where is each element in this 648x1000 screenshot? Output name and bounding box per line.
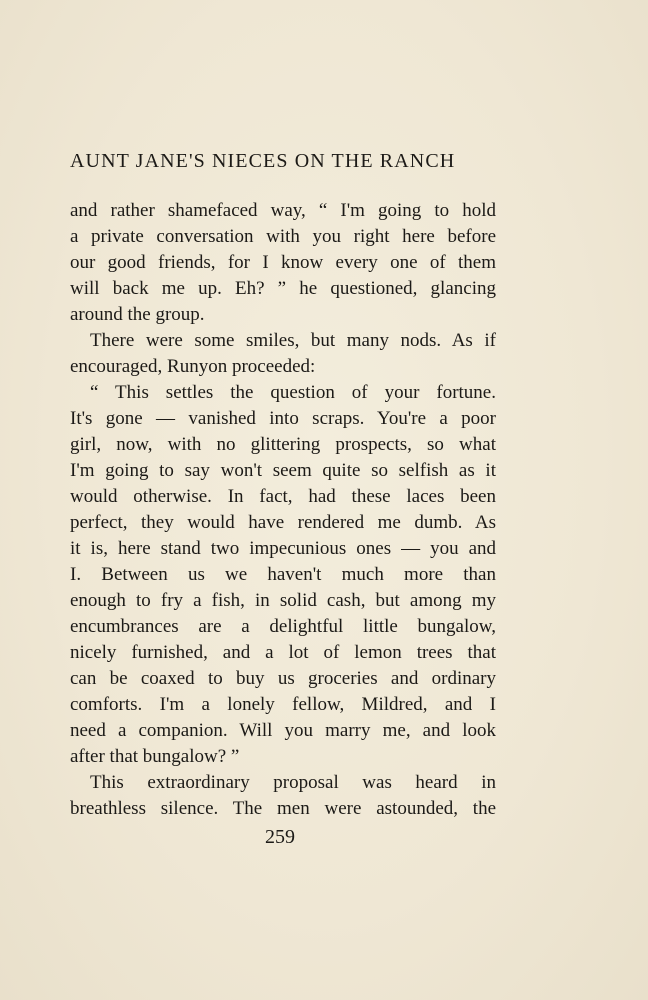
page-number: 259	[265, 826, 295, 848]
text-line: breathless silence. The men were astounded, the	[70, 798, 496, 819]
running-head: AUNT JANE'S NIECES ON THE RANCH	[70, 150, 456, 172]
text-line: comforts. I'm a lonely fellow, Mildred, and I	[70, 694, 496, 715]
body-text	[70, 198, 496, 822]
text-line: a private conversation with you right here before	[70, 226, 496, 247]
text-line: It's gone — vanished into scraps. You're a poor	[70, 408, 496, 429]
text-line: our good friends, for I know every one of them	[70, 252, 496, 273]
text-line: There were some smiles, but many nods. As if	[90, 330, 496, 351]
text-line: and rather shamefaced way, “ I'm going to hold	[70, 200, 496, 221]
text-line: will back me up. Eh? ” he questioned, glancing	[70, 278, 496, 299]
text-line: can be coaxed to buy us groceries and ordinary	[70, 668, 496, 689]
text-line: girl, now, with no glittering prospects, so what	[70, 434, 496, 455]
text-line: after that bungalow? ”	[70, 746, 240, 767]
text-line: it is, here stand two impecunious ones — you and	[70, 538, 496, 559]
text-line: need a companion. Will you marry me, and look	[70, 720, 496, 741]
text-line: This extraordinary proposal was heard in	[90, 772, 496, 793]
text-line: “ This settles the question of your fortune.	[90, 382, 496, 403]
text-line: perfect, they would have rendered me dumb. As	[70, 512, 496, 533]
text-line: encouraged, Runyon proceeded:	[70, 356, 316, 377]
text-line: encumbrances are a delightful little bungalow,	[70, 616, 496, 637]
text-line: around the group.	[70, 304, 205, 325]
text-line: would otherwise. In fact, had these laces been	[70, 486, 496, 507]
text-line: enough to fry a fish, in solid cash, but among my	[70, 590, 496, 611]
text-line: I'm going to say won't seem quite so selfish as it	[70, 460, 496, 481]
text-line: nicely furnished, and a lot of lemon trees that	[70, 642, 496, 663]
text-line: I. Between us we haven't much more than	[70, 564, 496, 585]
